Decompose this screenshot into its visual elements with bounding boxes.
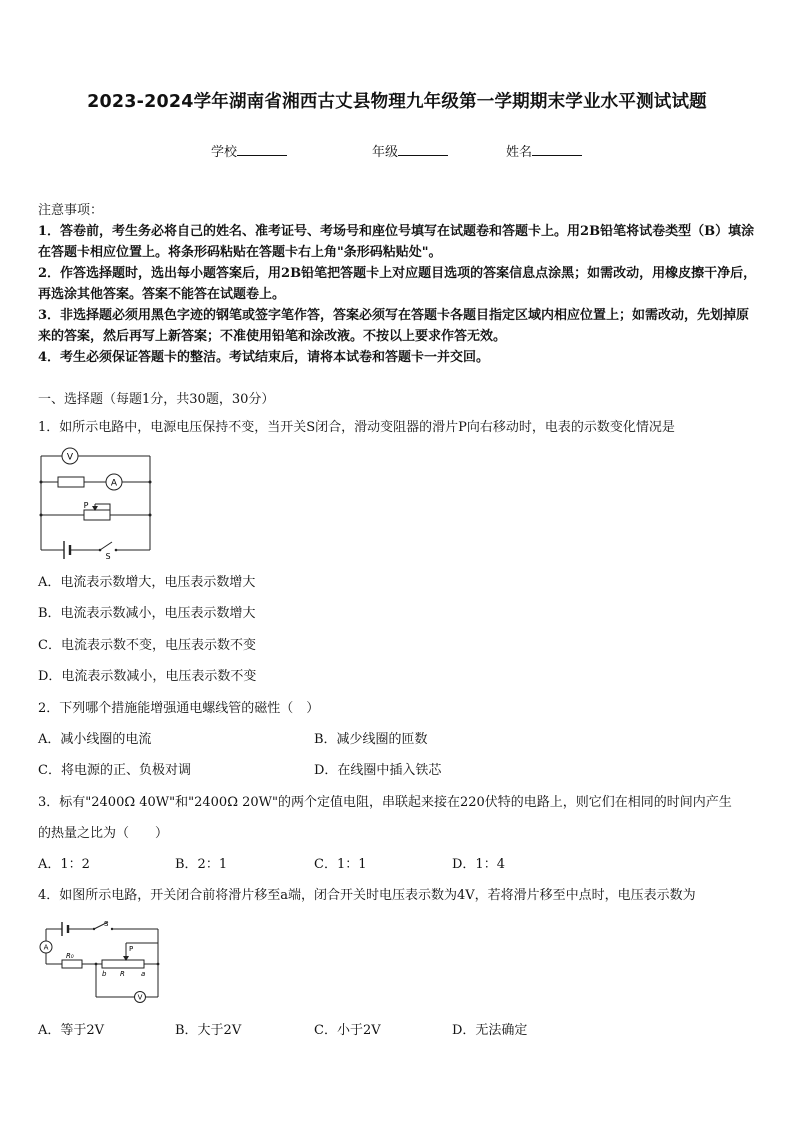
q4-ammeter-label: A — [43, 943, 49, 952]
notice-item-1: 1．答卷前，考生务必将自己的姓名、准考证号、考场号和座位号填写在试题卷和答题卡上。用2B铅笔将试卷类型（B）填涂在答题卡相应位置上。将条形码粘贴在答题卡右上角"条形码粘贴处"。 — [38, 224, 755, 260]
q1-option-d[interactable]: D．电流表示数减小，电压表示数不变 — [38, 669, 257, 684]
grade-field[interactable] — [372, 141, 448, 160]
notice-item-2: 2．作答选择题时，选出每小题答案后，用2B铅笔把答题卡上对应题目选项的答案信息点涂黑；如需改动，用橡皮擦干净后，再选涂其他答案。答案不能答在试题卷上。 — [38, 266, 757, 302]
name-label: 姓名 — [506, 145, 533, 160]
q3-option-d[interactable]: D．1：4 — [452, 857, 505, 872]
notice-item-4: 4．考生必须保证答题卡的整洁。考试结束后，请将本试卷和答题卡一并交回。 — [38, 350, 490, 365]
q1-stem: 1．如所示电路中，电源电压保持不变，当开关S闭合，滑动变阻器的滑片P向右移动时，电表的示数变化情况是 — [38, 420, 675, 435]
q2-option-a[interactable]: A．减小线圈的电流 — [38, 732, 152, 747]
section-heading: 一、选择题（每题1分，共30题，30分） — [38, 392, 275, 407]
q1-slider-label: P — [83, 501, 89, 510]
notice-heading: 注意事项： — [38, 203, 104, 218]
q4-option-d[interactable]: D．无法确定 — [452, 1023, 528, 1038]
q4-a-label: a — [141, 970, 146, 978]
grade-label: 年级 — [372, 145, 399, 160]
q4-r0-label: R₀ — [66, 952, 74, 960]
q1-option-a[interactable]: A．电流表示数增大，电压表示数增大 — [38, 575, 256, 590]
name-field[interactable] — [506, 141, 582, 160]
q3-stem-line2: 的热量之比为（ ） — [38, 826, 169, 841]
school-label: 学校 — [211, 145, 238, 160]
q3-option-b[interactable]: B．2：1 — [175, 857, 228, 872]
q1-switch-label: S — [105, 552, 111, 560]
q4-stem: 4．如图所示电路，开关闭合前将滑片移至a端，闭合开关时电压表示数为4V，若将滑片移至中点时，电压表示数为 — [38, 888, 696, 903]
q4-b-label: b — [102, 970, 107, 978]
q1-option-b[interactable]: B．电流表示数减小，电压表示数增大 — [38, 606, 256, 621]
name-blank[interactable] — [532, 143, 582, 156]
q4-option-a[interactable]: A．等于2V — [38, 1023, 105, 1038]
q1-option-c[interactable]: C．电流表示数不变，电压表示数不变 — [38, 638, 256, 653]
notice-item-3: 3．非选择题必须用黑色字迹的钢笔或签字笔作答，答案必须写在答题卡各题目指定区域内相应位置上；如需改动，先划掉原来的答案，然后再写上新答案；不准使用铅笔和涂改液。不按以上要求作答无效。 — [38, 308, 750, 344]
q4-slider-label: P — [129, 945, 134, 953]
q1-voltmeter-label: V — [66, 452, 74, 463]
notice-block — [38, 200, 760, 368]
q1-circuit-diagram — [38, 444, 156, 560]
grade-blank[interactable] — [398, 143, 448, 156]
q2-option-b[interactable]: B．减少线圈的匝数 — [314, 732, 428, 747]
q3-option-a[interactable]: A．1：2 — [38, 857, 90, 872]
q2-option-d[interactable]: D．在线圈中插入铁芯 — [314, 763, 442, 778]
q4-option-b[interactable]: B．大于2V — [175, 1023, 242, 1038]
q3-option-c[interactable]: C．1：1 — [314, 857, 367, 872]
q4-voltmeter-label: V — [137, 993, 143, 1002]
q4-option-c[interactable]: C．小于2V — [314, 1023, 381, 1038]
q2-option-c[interactable]: C．将电源的正、负极对调 — [38, 763, 191, 778]
q2-stem: 2．下列哪个措施能增强通电螺线管的磁性（ ） — [38, 701, 320, 716]
page-title: 2023-2024学年湖南省湘西古丈县物理九年级第一学期期末学业水平测试试题 — [87, 92, 707, 112]
q4-circuit-diagram — [38, 915, 164, 1003]
q4-r-label: R — [120, 970, 125, 978]
school-blank[interactable] — [237, 143, 287, 156]
q1-ammeter-label: A — [110, 478, 118, 489]
q3-stem-line1: 3．标有"2400Ω 40W"和"2400Ω 20W"的两个定值电阻，串联起来接在220伏特的电路上，则它们在相同的时间内产生 — [38, 795, 732, 810]
school-field[interactable] — [211, 141, 287, 160]
q4-switch-label: S — [104, 920, 109, 928]
